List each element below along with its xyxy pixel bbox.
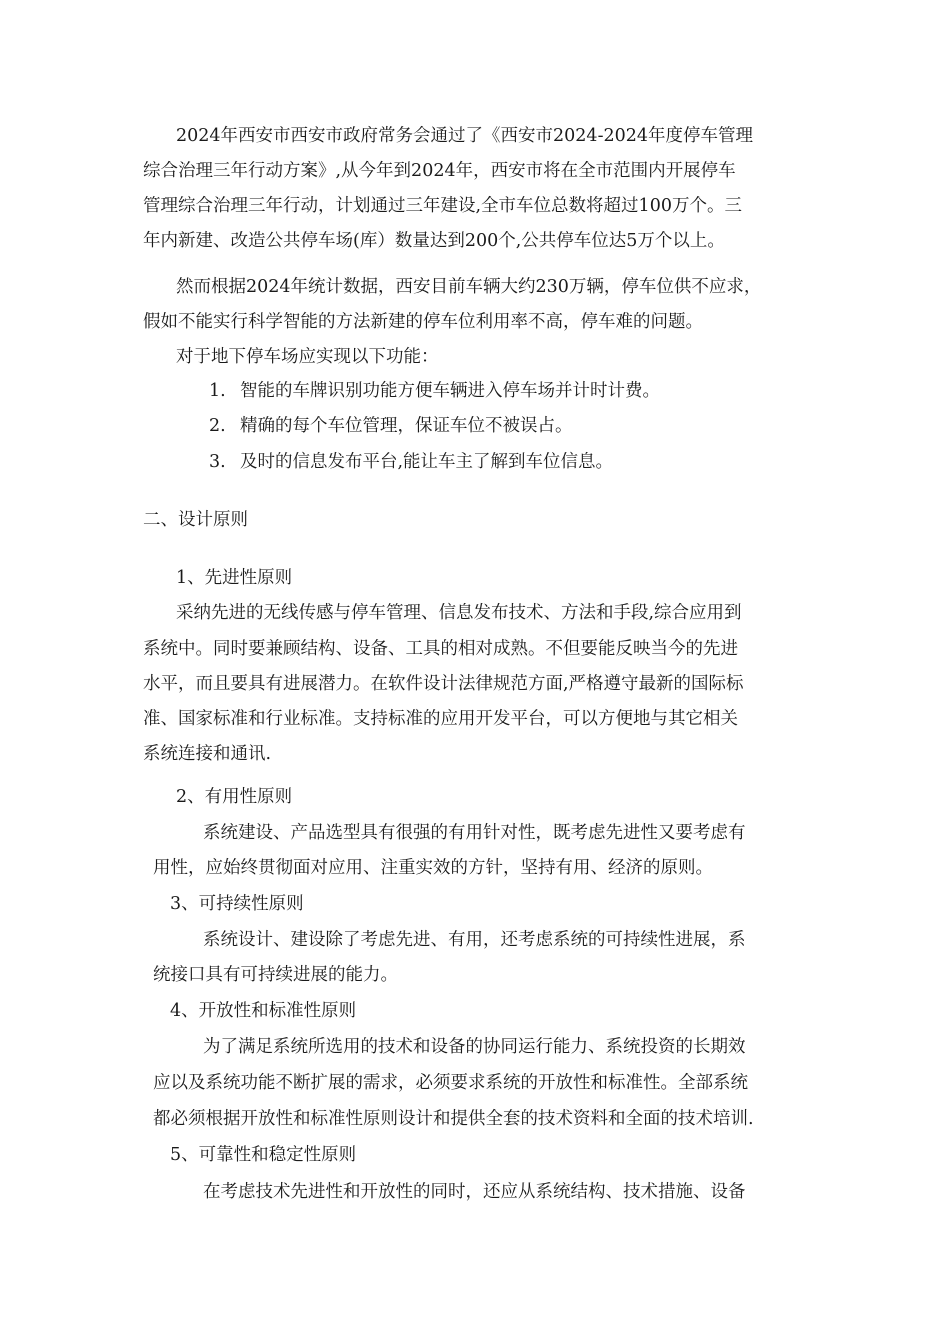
principle-2-title: 2、有用性原则 <box>176 787 293 807</box>
principle-4-line-3: 都必须根据开放性和标准性原则设计和提供全套的技术资料和全面的技术培训. <box>153 1109 754 1129</box>
list-item-3-text: 及时的信息发布平台,能让车主了解到车位信息。 <box>240 452 614 472</box>
intro-p1-line-2: 综合治理三年行动方案》,从今年到2024年，西安市将在全市范围内开展停车 <box>143 161 736 181</box>
principle-1-line-4: 准、国家标准和行业标准。支持标准的应用开发平台，可以方便地与其它相关 <box>143 709 738 729</box>
list-item-2-text: 精确的每个车位管理，保证车位不被误占。 <box>240 416 573 436</box>
principle-1-line-3: 水平，而且要具有进展潜力。在软件设计法律规范方面,严格遵守最新的国际标 <box>143 674 744 694</box>
intro-p1-line-1: 2024年西安市西安市政府常务会通过了《西安市2024-2024年度停车管理 <box>176 126 754 146</box>
principle-4-line-2: 应以及系统功能不断扩展的需求，必须要求系统的开放性和标准性。全部系统 <box>153 1073 748 1093</box>
principle-5-title: 5、可靠性和稳定性原则 <box>170 1145 357 1165</box>
list-item-3-number: 3. <box>209 452 226 472</box>
principle-3-title: 3、可持续性原则 <box>170 894 304 914</box>
intro-p1-line-3: 管理综合治理三年行动，计划通过三年建设,全市车位总数将超过100万个。三 <box>143 196 742 216</box>
intro-p1-line-4: 年内新建、改造公共停车场(库）数量达到200个,公共停车位达5万个以上。 <box>143 231 725 251</box>
principle-1-line-5: 系统连接和通讯. <box>143 744 272 764</box>
principle-2-line-2: 用性，应始终贯彻面对应用、注重实效的方针，坚持有用、经济的原则。 <box>153 858 713 878</box>
principle-5-line-1: 在考虑技术先进性和开放性的同时，还应从系统结构、技术措施、设备 <box>203 1182 746 1202</box>
principle-1-line-1: 采纳先进的无线传感与停车管理、信息发布技术、方法和手段,综合应用到 <box>176 603 742 623</box>
section-heading: 二、设计原则 <box>143 510 248 530</box>
intro-p2-line-1: 然而根据2024年统计数据，西安目前车辆大约230万辆，停车位供不应求， <box>176 277 762 297</box>
principle-3-line-2: 统接口具有可持续进展的能力。 <box>153 965 398 985</box>
list-item-1-number: 1. <box>209 381 226 401</box>
list-item-1-text: 智能的车牌识别功能方便车辆进入停车场并计时计费。 <box>240 381 660 401</box>
intro-p2-line-2: 假如不能实行科学智能的方法新建的停车位利用率不高，停车难的问题。 <box>143 312 703 332</box>
principle-2-line-1: 系统建设、产品选型具有很强的有用针对性，既考虑先进性又要考虑有 <box>203 823 746 843</box>
list-item-2-number: 2. <box>209 416 226 436</box>
intro-p3: 对于地下停车场应实现以下功能： <box>176 347 439 367</box>
principle-1-line-2: 系统中。同时要兼顾结构、设备、工具的相对成熟。不但要能反映当今的先进 <box>143 639 738 659</box>
principle-4-line-1: 为了满足系统所选用的技术和设备的协同运行能力、系统投资的长期效 <box>203 1037 746 1057</box>
principle-3-line-1: 系统设计、建设除了考虑先进、有用，还考虑系统的可持续性进展，系 <box>203 930 746 950</box>
principle-1-title: 1、先进性原则 <box>176 568 293 588</box>
principle-4-title: 4、开放性和标准性原则 <box>170 1001 357 1021</box>
